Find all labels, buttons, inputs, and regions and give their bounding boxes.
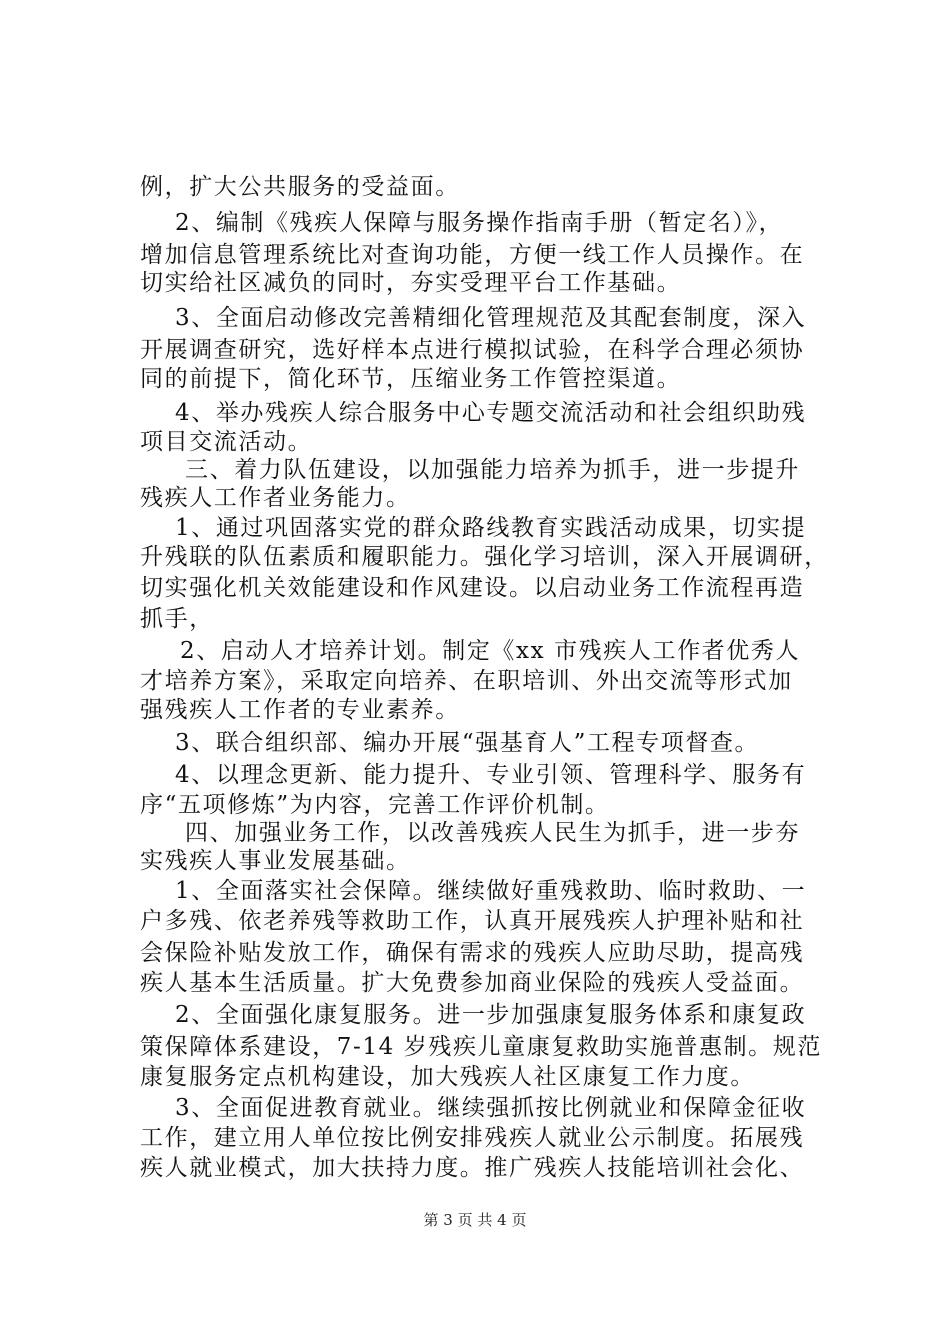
text-line: 1、通过巩固落实党的群众路线教育实践活动成果，切实提 [175,515,807,541]
text-line: 疾人就业模式，加大扶持力度。推广残疾人技能培训社会化、 [140,1155,805,1181]
text-line: 2、启动人才培养计划。制定《xx 市残疾人工作者优秀人 [180,638,801,664]
text-line: 同的前提下，简化环节，压缩业务工作管控渠道。 [140,366,682,392]
text-line: 强残疾人工作者的专业素养。 [140,697,460,723]
text-line: 疾人基本生活质量。扩大免费参加商业保险的残疾人受益面。 [140,970,805,996]
text-line: 工作，建立用人单位按比例安排残疾人就业公示制度。拓展残 [140,1125,805,1151]
text-line: 升残联的队伍素质和履职能力。强化学习培训，深入开展调研， [140,544,829,570]
text-line: 3、全面启动修改完善精细化管理规范及其配套制度，深入 [175,305,807,331]
section-heading: 残疾人工作者业务能力。 [140,485,411,511]
text-line: 开展调查研究，选好样本点进行模拟试验，在科学合理必须协 [140,337,805,363]
text-line: 例，扩大公共服务的受益面。 [140,174,460,200]
text-line: 切实给社区减负的同时，夯实受理平台工作基础。 [140,270,682,296]
text-line: 1、全面落实社会保障。继续做好重残救助、临时救助、一 [175,878,807,904]
page-number-footer: 第 3 页 共 4 页 [423,1211,527,1229]
text-line: 会保险补贴发放工作，确保有需求的残疾人应助尽助，提高残 [140,940,805,966]
text-line: 切实强化机关效能建设和作风建设。以启动业务工作流程再造 [140,575,805,601]
text-line: 3、全面促进教育就业。继续强抓按比例就业和保障金征收 [175,1095,807,1121]
text-line: 户多残、依老养残等救助工作，认真开展残疾人护理补贴和社 [140,908,805,934]
text-line: 序“五项修炼”为内容，完善工作评价机制。 [140,792,610,818]
text-line: 2、编制《残疾人保障与服务操作指南手册（暂定名）》， [175,210,784,236]
text-line: 才培养方案》，采取定向培养、在职培训、外出交流等形式加 [140,668,793,694]
text-line: 增加信息管理系统比对查询功能，方便一线工作人员操作。在 [140,242,805,268]
text-line: 康复服务定点机构建设，加大残疾人社区康复工作力度。 [140,1064,755,1090]
text-line: 策保障体系建设，7-14 岁残疾儿童康复救助实施普惠制。规范 [140,1034,822,1060]
section-heading: 实残疾人事业发展基础。 [140,848,411,874]
text-line: 3、联合组织部、编办开展“强基育人”工程专项督查。 [175,730,760,756]
text-line: 项目交流活动。 [140,429,313,455]
text-line: 4、以理念更新、能力提升、专业引领、管理科学、服务有 [175,762,807,788]
section-heading: 三、着力队伍建设，以加强能力培养为抓手，进一步提升 [185,457,800,483]
section-heading: 四、加强业务工作，以改善残疾人民生为抓手，进一步夯 [185,820,800,846]
text-line: 2、全面强化康复服务。进一步加强康复服务体系和康复政 [175,1002,807,1028]
text-line: 抓手， [140,606,214,632]
text-line: 4、举办残疾人综合服务中心专题交流活动和社会组织助残 [175,400,807,426]
